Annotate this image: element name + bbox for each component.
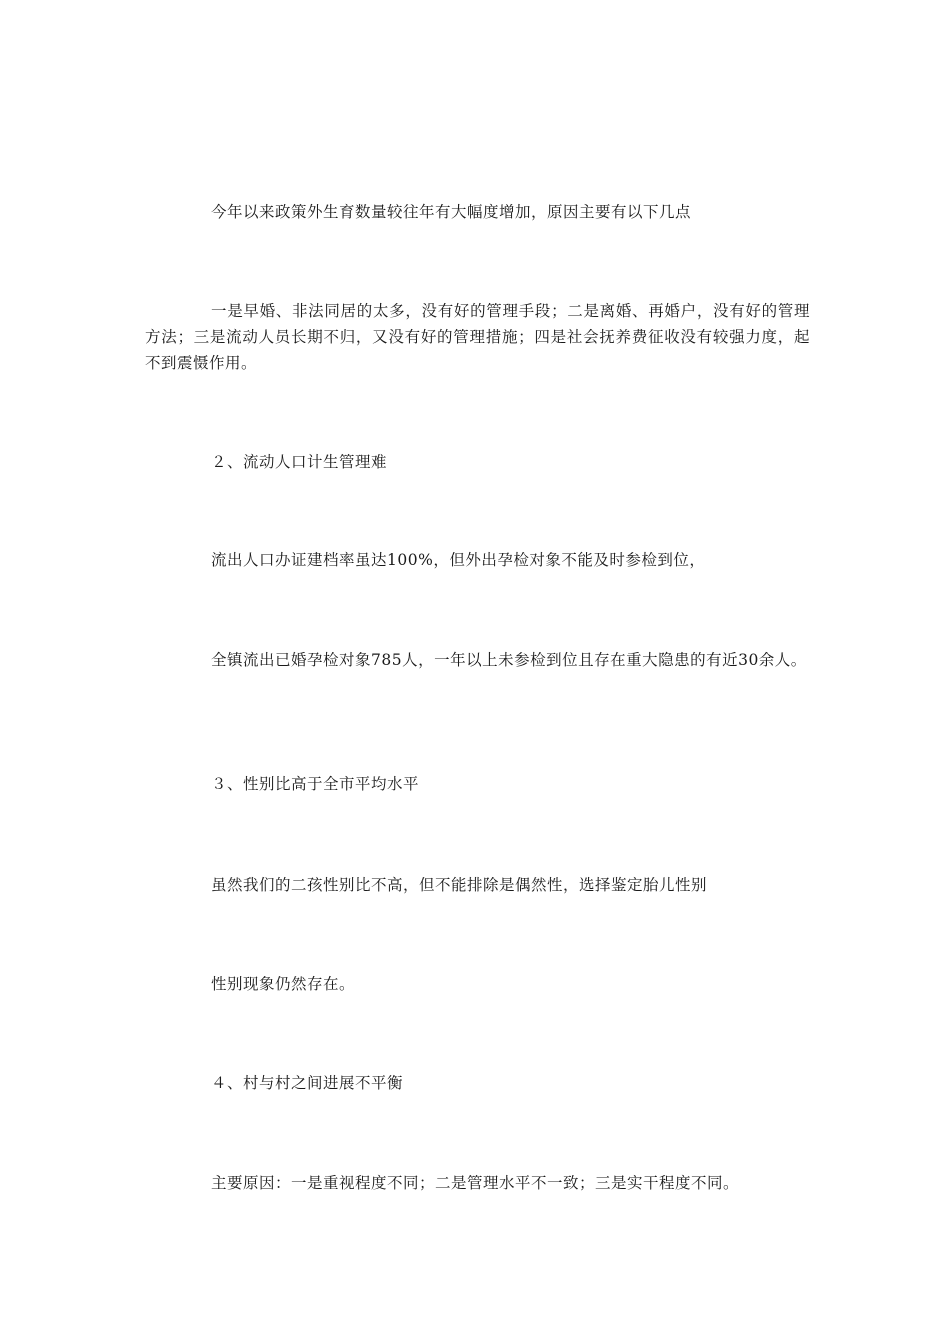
paragraph-sex-ratio: 虽然我们的二孩性别比不高，但不能排除是偶然性，选择鉴定胎儿性别 [211,876,708,894]
heading-village-imbalance: ４、村与村之间进展不平衡 [211,1074,404,1092]
heading-floating-population: ２、流动人口计生管理难 [211,453,388,471]
paragraph-policy-increase: 今年以来政策外生育数量较往年有大幅度增加，原因主要有以下几点 [211,203,692,221]
paragraph-filing-rate: 流出人口办证建档率虽达100%，但外出孕检对象不能及时参检到位， [211,551,706,569]
paragraph-pregnancy-checks: 全镇流出已婚孕检对象785人，一年以上未参检到位且存在重大隐患的有近30余人。 [211,651,807,669]
paragraph-main-causes: 主要原因：一是重视程度不同；二是管理水平不一致；三是实干程度不同。 [211,1174,740,1192]
paragraph-reasons: 一是早婚、非法同居的太多，没有好的管理手段；二是离婚、再婚户，没有好的管理方法；三是流动人员长期不归，又没有好的管理措施；四是社会抚养费征收没有较强力度，起不到震慑作用。 [145,302,810,372]
paragraph-sex-selection: 性别现象仍然存在。 [211,975,356,993]
heading-sex-ratio: ３、性别比高于全市平均水平 [211,775,420,793]
